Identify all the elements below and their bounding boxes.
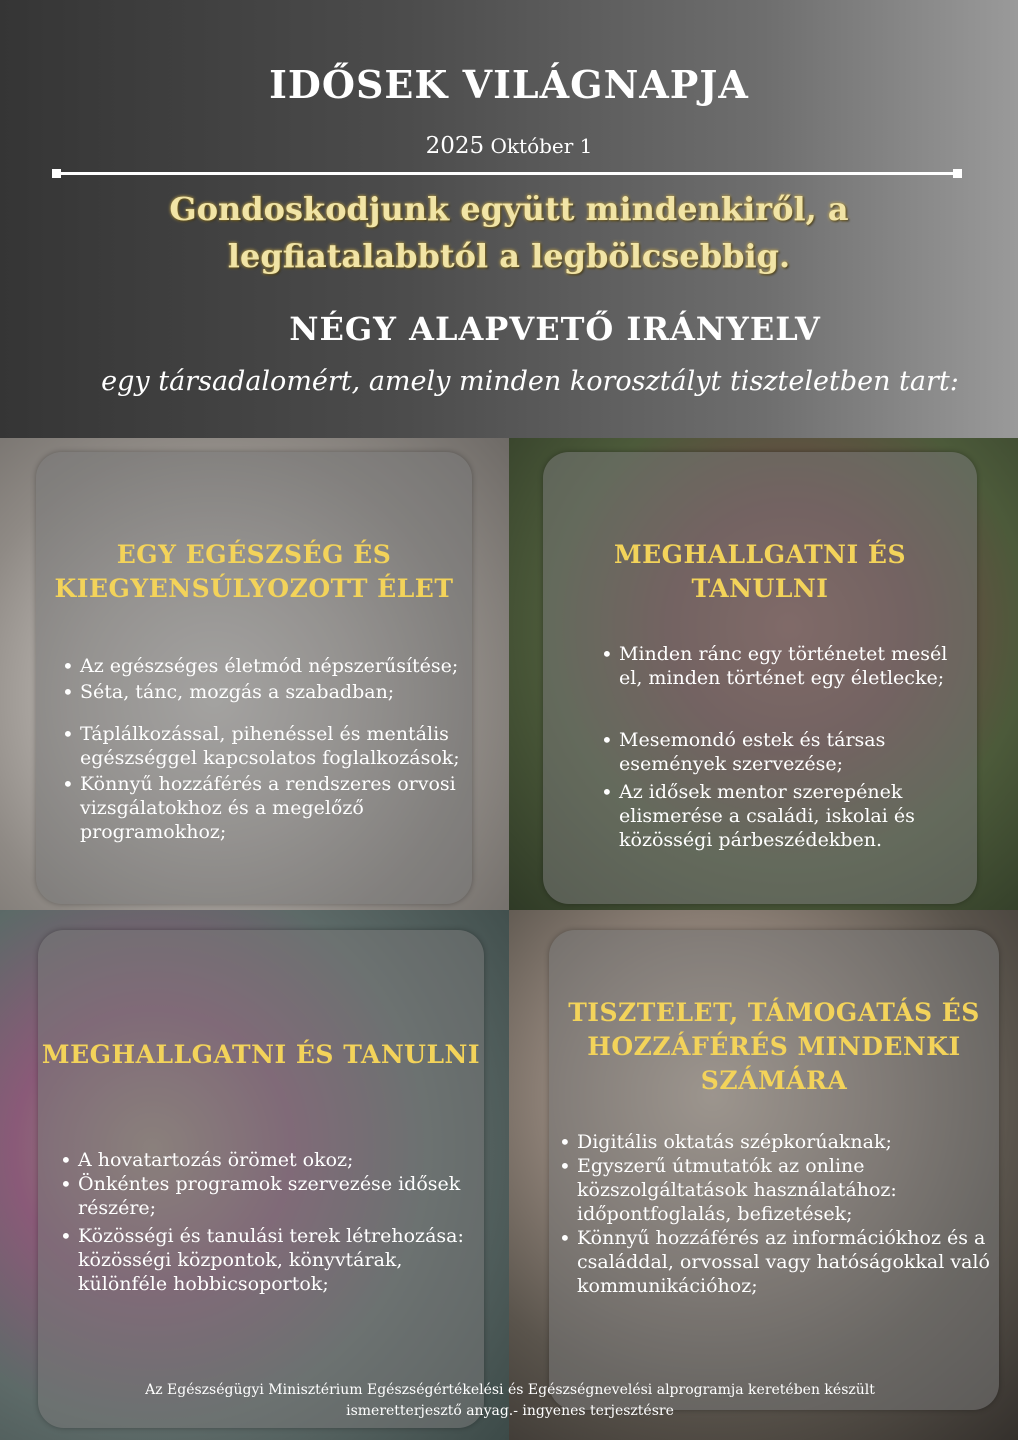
bullet-list	[599, 642, 973, 852]
card-title: TISZTELET, TÁMOGATÁS ÉS HOZZÁFÉRÉS MINDENKI SZÁMÁRA	[568, 998, 980, 1095]
event-date	[0, 133, 1018, 159]
header-banner	[0, 0, 1018, 438]
bullet-item: • Egyszerű útmutatók az online közszolgáltatások használatához: időpontfoglalás, befizetések;	[557, 1154, 993, 1226]
footer-note	[130, 1380, 890, 1422]
bullet-item: • Séta, tánc, mozgás a szabadban;	[60, 680, 465, 704]
panel-listen-learn	[509, 438, 1018, 910]
bullet-item: • Digitális oktatás szépkorúaknak;	[557, 1130, 993, 1154]
bullet-list	[58, 1148, 478, 1296]
card-title: MEGHALLGATNI ÉS TANULNI	[613, 540, 907, 603]
section-heading: NÉGY ALAPVETŐ IRÁNYELV	[289, 310, 821, 348]
principle-card	[36, 452, 472, 904]
motto: Gondoskodjunk együtt mindenkiről, a legfiatalabbtól a legbölcsebbig.	[169, 190, 849, 275]
bullet-item: • Könnyű hozzáférés az információkhoz és a családdal, orvossal vagy hatóságokkal való kommunikációhoz;	[557, 1226, 993, 1298]
card-title: EGY EGÉSZSÉG ÉS KIEGYENSÚLYOZOTT ÉLET	[54, 540, 454, 603]
tagline: egy társadalomért, amely minden korosztályt tiszteletben tart:	[101, 366, 959, 397]
bullet-list	[60, 654, 465, 844]
bullet-item: • A hovatartozás örömet okoz;	[58, 1148, 478, 1172]
page-title: IDŐSEK VILÁGNAPJA	[269, 62, 749, 107]
panel-respect-access	[509, 910, 1018, 1440]
bullet-item: • Az egészséges életmód népszerűsítése;	[60, 654, 465, 678]
bullet-item: • Táplálkozással, pihenéssel és mentális egészséggel kapcsolatos foglalkozások;	[60, 722, 465, 770]
event-year: 2025	[425, 133, 485, 159]
title-divider	[56, 172, 958, 175]
bullet-item: • Közösségi és tanulási terek létrehozása: közösségi központok, könyvtárak, különféle hobbicsoportok;	[58, 1224, 478, 1296]
principle-card	[549, 930, 999, 1410]
card-title: MEGHALLGATNI ÉS TANULNI	[41, 1040, 481, 1069]
bullet-item: • Minden ránc egy történetet mesél el, minden történet egy életlecke;	[599, 642, 973, 690]
footer-line: Az Egészségügyi Minisztérium Egészségértékelési és Egészségnevelési alprogramja keretében készült	[145, 1382, 875, 1398]
bullet-item: • Mesemondó estek és társas események szervezése;	[599, 728, 973, 776]
panel-health	[0, 438, 509, 910]
footer-line: ismeretterjesztő anyag.- ingyenes terjesztésre	[346, 1403, 674, 1419]
bullet-item: • Könnyű hozzáférés a rendszeres orvosi vizsgálatokhoz és a megelőző programokhoz;	[60, 772, 465, 844]
bullet-list	[557, 1130, 993, 1298]
principle-card	[543, 452, 977, 904]
event-day: Október 1	[490, 134, 593, 158]
bullet-item: • Önkéntes programok szervezése idősek részére;	[58, 1172, 478, 1220]
panel-community	[0, 910, 509, 1440]
principle-card	[38, 930, 484, 1428]
bullet-item: • Az idősek mentor szerepének elismerése a családi, iskolai és közösségi párbeszédekben.	[599, 780, 973, 852]
